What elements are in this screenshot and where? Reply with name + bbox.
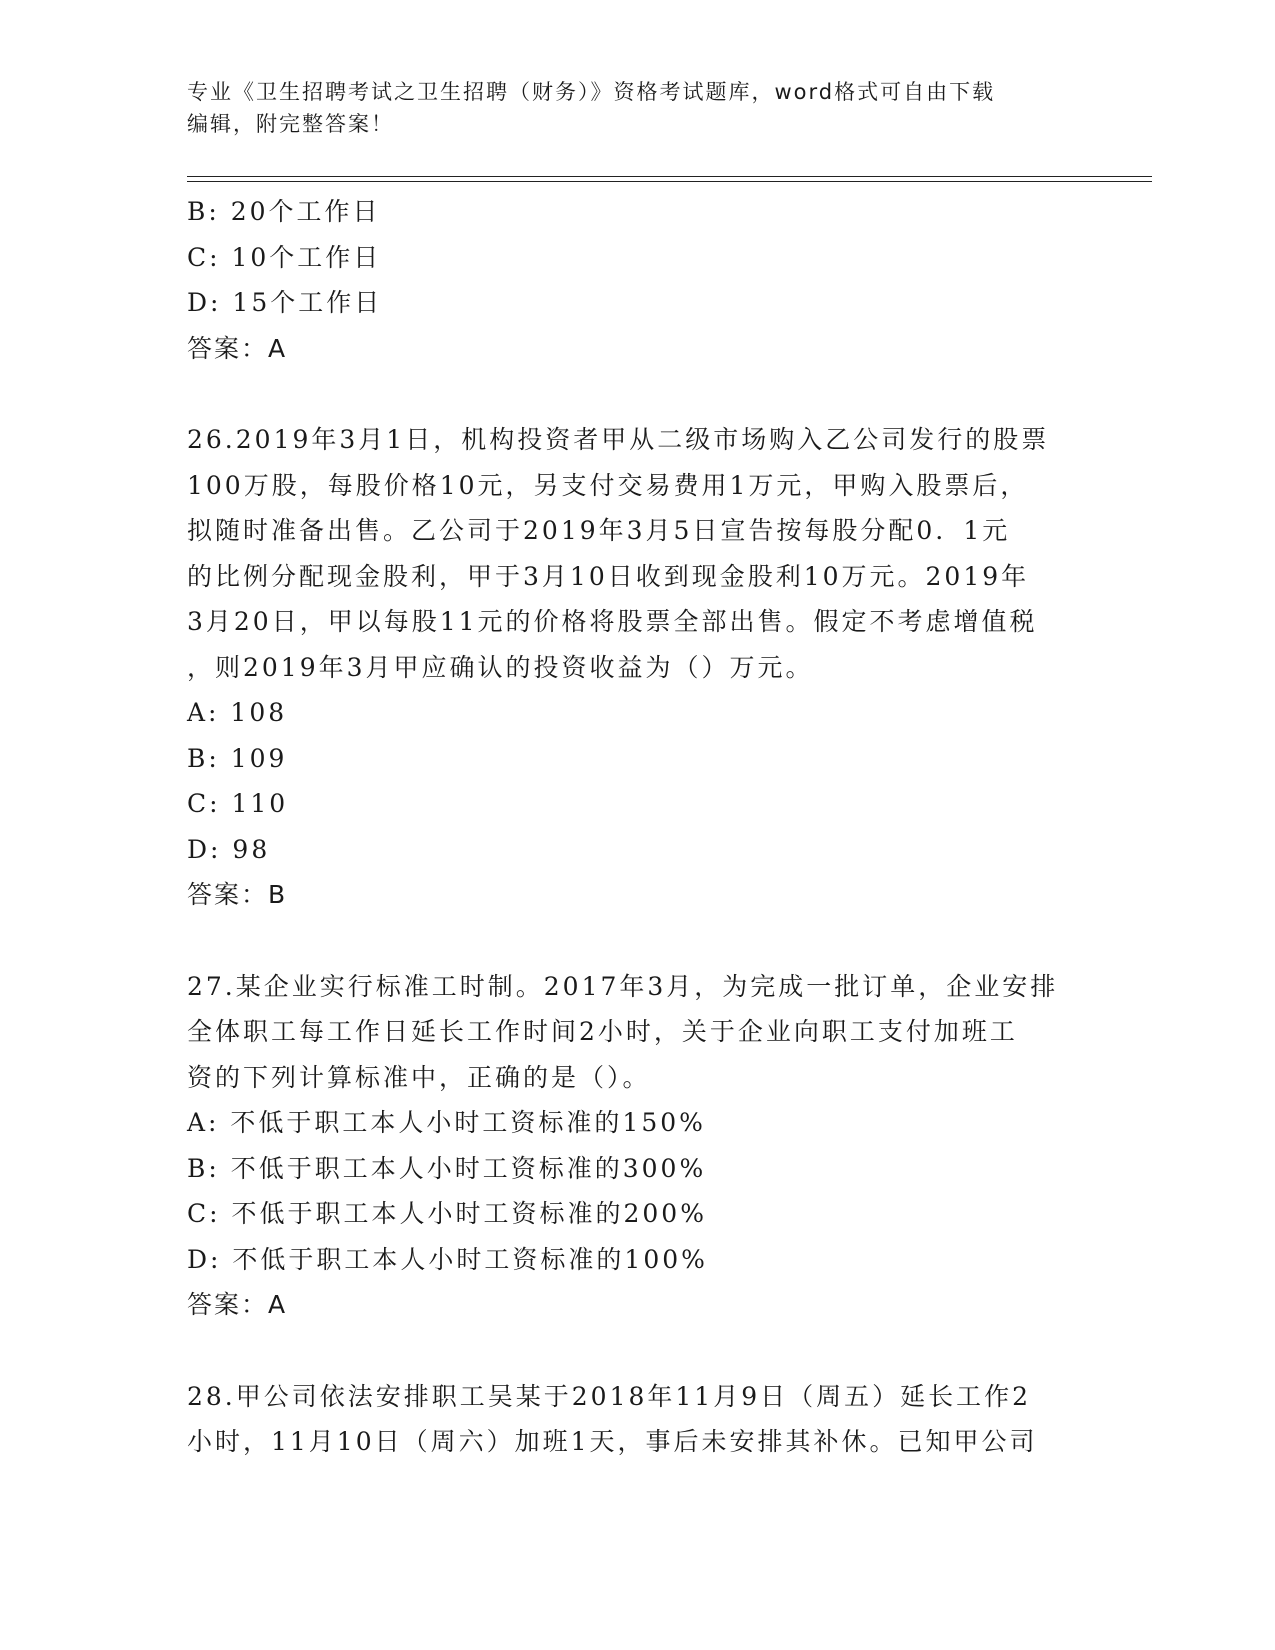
option-c: C: 不低于职工本人小时工资标准的200% <box>187 1199 707 1228</box>
question-text: 100万股，每股价格10元，另支付交易费用1万元，甲购入股票后， <box>187 470 1029 500</box>
question-text: 的比例分配现金股利，甲于3月10日收到现金股利10万元。2019年 <box>187 561 1030 591</box>
question-list <box>187 189 1087 1465</box>
option-d: D: 不低于职工本人小时工资标准的100% <box>187 1244 708 1274</box>
question-text: ，则2019年3月甲应确认的投资收益为（）万元。 <box>187 652 814 682</box>
question-text: 27.某企业实行标准工时制。2017年3月，为完成一批订单，企业安排 <box>187 971 1059 1001</box>
option-c: C: 110 <box>187 789 289 818</box>
header-line: 编辑，附完整答案！ <box>187 112 394 136</box>
header-divider <box>187 176 1152 177</box>
answer: 答案：B <box>187 880 288 909</box>
answer: 答案：A <box>187 333 288 363</box>
answer: 答案：A <box>187 1290 288 1319</box>
header-divider <box>187 181 1152 182</box>
question-text: 小时，11月10日（周六）加班1天，事后未安排其补休。已知甲公司 <box>187 1427 1038 1456</box>
option-a: A: 不低于职工本人小时工资标准的150% <box>187 1108 706 1137</box>
question-25 <box>187 189 1087 371</box>
question-text: 拟随时准备出售。乙公司于2019年3月5日宣告按每股分配0．1元 <box>187 516 1011 545</box>
header-line: 专业《卫生招聘考试之卫生招聘（财务）》资格考试题库，word格式可自由下载 <box>187 80 996 104</box>
option-a: A: 108 <box>187 698 288 727</box>
option-d: D: 15个工作日 <box>187 288 383 317</box>
question-text: 26.2019年3月1日，机构投资者甲从二级市场购入乙公司发行的股票 <box>187 425 1050 454</box>
question-27 <box>187 964 1087 1328</box>
document-header <box>187 76 1087 140</box>
option-c: C: 10个工作日 <box>187 242 382 272</box>
question-text: 28.甲公司依法安排职工吴某于2018年11月9日（周五）延长工作2 <box>187 1381 1032 1411</box>
question-text: 资的下列计算标准中，正确的是（）。 <box>187 1062 651 1092</box>
question-text: 3月20日，甲以每股11元的价格将股票全部出售。假定不考虑增值税 <box>187 607 1038 636</box>
question-text: 全体职工每工作日延长工作时间2小时，关于企业向职工支付加班工 <box>187 1017 1018 1046</box>
option-b: B: 不低于职工本人小时工资标准的300% <box>187 1153 707 1183</box>
question-26 <box>187 417 1087 918</box>
option-b: B: 20个工作日 <box>187 197 381 226</box>
question-28 <box>187 1374 1087 1465</box>
option-b: B: 109 <box>187 743 288 773</box>
option-d: D: 98 <box>187 834 271 864</box>
